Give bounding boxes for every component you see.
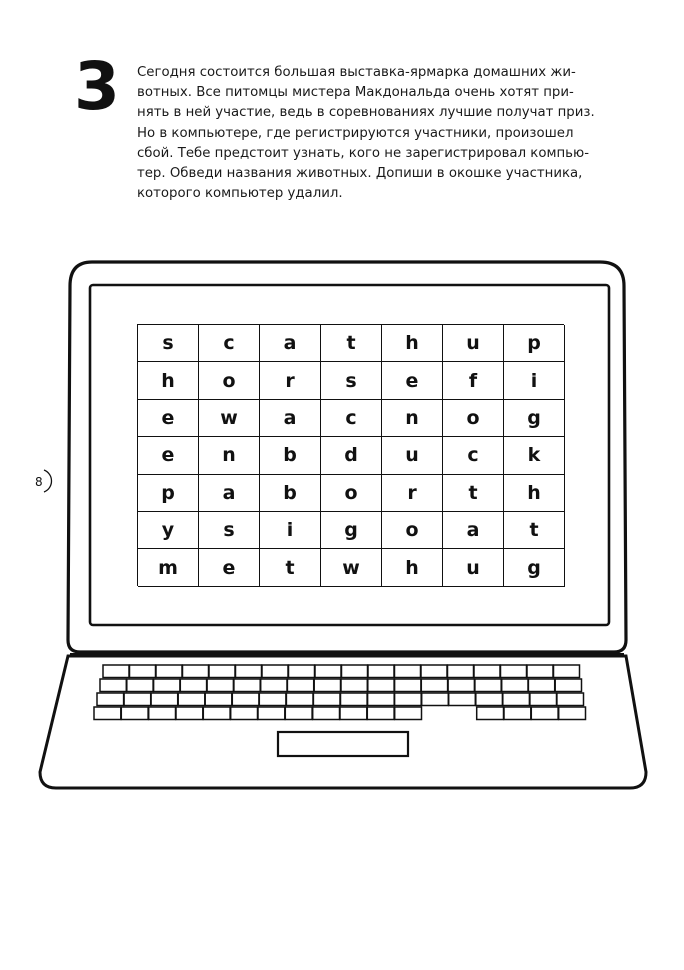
keyboard-key (127, 679, 153, 692)
keyboard-key (313, 693, 340, 706)
keyboard-key (504, 707, 531, 720)
keyboard-key (342, 665, 368, 678)
keyboard-key (156, 665, 182, 678)
grid-cell[interactable]: g (321, 512, 382, 549)
trackpad (278, 732, 408, 756)
grid-cell[interactable]: o (199, 362, 260, 399)
keyboard-key (289, 665, 315, 678)
grid-cell[interactable]: w (199, 400, 260, 437)
keyboard-key (477, 707, 504, 720)
instruction-line: тер. Обведи названия животных. Допиши в окошке участника, (137, 166, 583, 182)
keyboard-key (286, 693, 313, 706)
grid-cell[interactable]: m (138, 549, 199, 586)
keyboard-key (395, 665, 421, 678)
keyboard-key (368, 679, 394, 692)
grid-cell[interactable]: h (138, 362, 199, 399)
grid-cell[interactable]: s (321, 362, 382, 399)
keyboard-key (503, 693, 530, 706)
task-number: 3 (74, 48, 120, 125)
grid-cell[interactable]: o (382, 512, 443, 549)
grid-cell[interactable]: u (382, 437, 443, 474)
grid-cell[interactable]: c (321, 400, 382, 437)
keyboard-key (236, 665, 262, 678)
grid-cell[interactable]: o (321, 475, 382, 512)
grid-cell[interactable]: w (321, 549, 382, 586)
word-search-grid (137, 324, 564, 586)
keyboard-key (448, 665, 474, 678)
grid-cell[interactable]: h (382, 549, 443, 586)
keyboard-key (154, 679, 180, 692)
keyboard-key (531, 707, 558, 720)
instruction-line: вотных. Все питомцы мистера Макдональда очень хотят при- (137, 85, 574, 101)
instruction-line: сбой. Тебе предстоит узнать, кого не зарегистрировал компью- (137, 145, 590, 161)
grid-cell[interactable]: a (260, 325, 321, 362)
keyboard-key (97, 693, 124, 706)
instruction-line: Но в компьютере, где регистрируются участники, произошел (137, 125, 574, 141)
keyboard-key (203, 707, 230, 720)
grid-cell[interactable]: u (443, 325, 504, 362)
keyboard-key (421, 679, 447, 692)
keyboard-key (476, 693, 503, 706)
keyboard-key (183, 665, 209, 678)
keyboard-key (205, 693, 232, 706)
keyboard-key (422, 693, 449, 706)
keyboard-key (395, 679, 421, 692)
keyboard-key (151, 693, 178, 706)
keyboard-key (474, 665, 500, 678)
grid-cell[interactable]: y (138, 512, 199, 549)
keyboard-key (395, 693, 422, 706)
keyboard-key (421, 665, 447, 678)
keyboard-key (234, 679, 260, 692)
grid-cell[interactable]: s (138, 325, 199, 362)
keyboard-key (287, 679, 313, 692)
grid-cell[interactable]: e (138, 437, 199, 474)
grid-cell[interactable]: n (382, 400, 443, 437)
keyboard-key (502, 679, 528, 692)
grid-cell[interactable]: i (260, 512, 321, 549)
keyboard-key (176, 707, 203, 720)
keyboard-key (341, 679, 367, 692)
grid-cell[interactable]: t (321, 325, 382, 362)
keyboard-key (501, 665, 527, 678)
keyboard-key (103, 665, 129, 678)
grid-cell[interactable]: f (443, 362, 504, 399)
keyboard-key (124, 693, 151, 706)
instruction-line: которого компьютер удалил. (137, 186, 343, 202)
instruction-line: нять в ней участие, ведь в соревнованиях лучшие получат приз. (137, 105, 595, 121)
keyboard-key (341, 693, 368, 706)
keyboard-key (231, 707, 258, 720)
keyboard-key (315, 665, 341, 678)
grid-cell[interactable]: g (504, 549, 565, 586)
keyboard-key (368, 693, 395, 706)
grid-cell[interactable]: c (199, 325, 260, 362)
grid-cell[interactable]: a (443, 512, 504, 549)
grid-cell[interactable]: e (382, 362, 443, 399)
keyboard-key (528, 679, 554, 692)
grid-cell[interactable]: h (504, 475, 565, 512)
keyboard-key (178, 693, 205, 706)
keyboard-key (449, 693, 476, 706)
keyboard (94, 665, 586, 720)
keyboard-key (262, 665, 288, 678)
page-number: 8 (30, 468, 56, 494)
grid-cell[interactable]: e (138, 400, 199, 437)
keyboard-key (259, 693, 286, 706)
keyboard-key (180, 679, 206, 692)
keyboard-key (121, 707, 148, 720)
grid-cell[interactable]: n (199, 437, 260, 474)
grid-cell[interactable]: a (199, 475, 260, 512)
keyboard-key (313, 707, 340, 720)
grid-cell[interactable]: b (260, 437, 321, 474)
keyboard-key (340, 707, 367, 720)
grid-cell[interactable]: t (443, 475, 504, 512)
keyboard-key (261, 679, 287, 692)
grid-cell[interactable]: t (260, 549, 321, 586)
grid-cell[interactable]: p (504, 325, 565, 362)
keyboard-key (207, 679, 233, 692)
keyboard-key (448, 679, 474, 692)
keyboard-key (232, 693, 259, 706)
grid-cell[interactable]: o (443, 400, 504, 437)
grid-cell[interactable]: b (260, 475, 321, 512)
keyboard-key (555, 679, 581, 692)
keyboard-key (314, 679, 340, 692)
keyboard-key (554, 665, 580, 678)
instruction-line: Сегодня состоится большая выставка-ярмарка домашних жи- (137, 65, 576, 80)
keyboard-key (258, 707, 285, 720)
keyboard-key (209, 665, 235, 678)
grid-cell[interactable]: u (443, 549, 504, 586)
grid-cell[interactable]: c (443, 437, 504, 474)
grid-cell[interactable]: r (382, 475, 443, 512)
grid-cell[interactable]: e (199, 549, 260, 586)
grid-cell[interactable]: a (260, 400, 321, 437)
keyboard-key (100, 679, 126, 692)
keyboard-key (557, 693, 584, 706)
keyboard-key (149, 707, 176, 720)
grid-cell[interactable]: h (382, 325, 443, 362)
keyboard-key (94, 707, 121, 720)
keyboard-key (475, 679, 501, 692)
grid-cell[interactable]: r (260, 362, 321, 399)
keyboard-key (367, 707, 394, 720)
grid-cell[interactable]: s (199, 512, 260, 549)
keyboard-key (395, 707, 422, 720)
grid-cell[interactable]: t (504, 512, 565, 549)
grid-cell[interactable]: d (321, 437, 382, 474)
keyboard-key (368, 665, 394, 678)
keyboard-key (527, 665, 553, 678)
grid-cell[interactable]: i (504, 362, 565, 399)
grid-cell[interactable]: g (504, 400, 565, 437)
keyboard-key (559, 707, 586, 720)
grid-cell[interactable]: k (504, 437, 565, 474)
keyboard-key (130, 665, 156, 678)
grid-cell[interactable]: p (138, 475, 199, 512)
keyboard-key (285, 707, 312, 720)
keyboard-key (530, 693, 557, 706)
